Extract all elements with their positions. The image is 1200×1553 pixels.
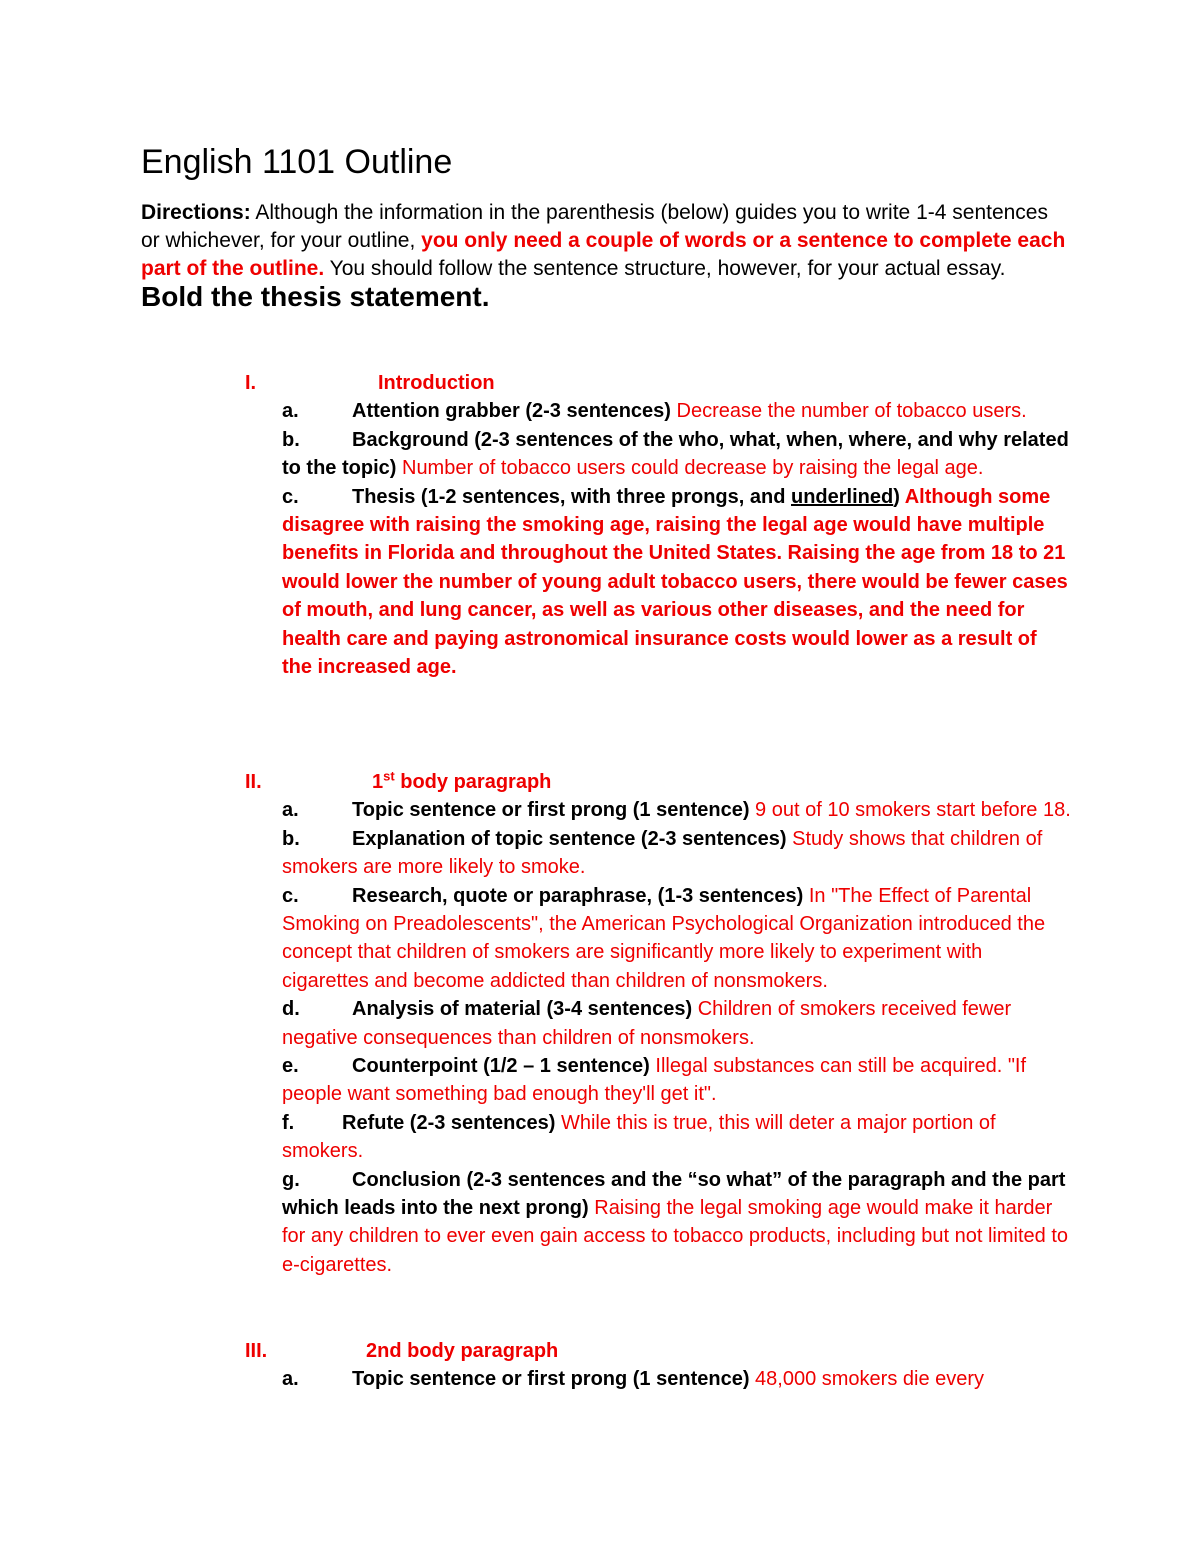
item-answer: Children of smokers received fewer negative consequences than children of nonsmokers.	[282, 998, 1012, 1049]
item-answer: Raising the legal smoking age would make it harder for any children to ever even gain access to tobacco products, including but not limited to e-cigarettes.	[282, 1197, 1069, 1276]
section-second-body-paragraph	[0, 1337, 1200, 1394]
item-letter: e.	[282, 1055, 299, 1078]
item-letter: a.	[282, 400, 299, 423]
item-answer: 48,000 smokers die every	[749, 1368, 985, 1391]
section-numeral: II.	[245, 771, 262, 793]
bold-thesis-note: Bold the thesis statement.	[141, 281, 490, 312]
item-answer: In "The Effect of Parental Smoking on Preadolescents", the American Psychological Organization introduced the concept that children of smokers are significantly more likely to experiment with cigarettes and become addicted than children of nonsmokers.	[282, 884, 1046, 992]
section-heading	[0, 1337, 1200, 1365]
item-label: Background (2-3 sentences of the who, what, when, where, and why related to the topic)	[282, 428, 1069, 480]
outline-item	[282, 995, 1072, 1052]
outline-item	[282, 1166, 1072, 1280]
item-letter: d.	[282, 998, 300, 1021]
directions-punct: .	[318, 257, 325, 280]
outline-item	[282, 796, 1072, 824]
item-letter: a.	[282, 1368, 299, 1391]
directions-emphasis: you only need a couple of words or a sentence to complete each part of the outline	[141, 229, 1066, 280]
item-answer: While this is true, this will deter a major portion of smokers.	[282, 1111, 996, 1163]
item-letter: c.	[282, 884, 299, 907]
item-letter: g.	[282, 1168, 300, 1191]
outline-item	[282, 1365, 1072, 1393]
item-label: Research, quote or paraphrase, (1-3 sentences)	[352, 884, 804, 907]
item-letter: c.	[282, 485, 299, 508]
item-label: Counterpoint (1/2 – 1 sentence)	[352, 1055, 650, 1078]
section-numeral: I.	[245, 372, 257, 394]
item-letter: b.	[282, 827, 300, 850]
section-heading	[0, 369, 1200, 397]
outline-item	[282, 882, 1072, 996]
item-label: Attention grabber (2-3 sentences)	[352, 400, 671, 423]
section-numeral: III.	[245, 1340, 268, 1362]
item-answer: Number of tobacco users could decrease by raising the legal age.	[396, 457, 984, 480]
item-label-end: )	[893, 485, 900, 508]
section-title: 2nd body paragraph	[366, 1340, 559, 1362]
item-letter: f.	[282, 1111, 295, 1134]
item-answer: 9 out of 10 smokers start before 18.	[749, 799, 1071, 822]
item-label: Explanation of topic sentence (2-3 sentences)	[352, 827, 787, 850]
directions-paragraph	[141, 199, 1071, 314]
item-label: Conclusion (2-3 sentences and the “so what” of the paragraph and the part which leads into the next prong)	[282, 1168, 1066, 1220]
section-title: 1st body paragraph	[372, 768, 552, 793]
outline-item	[282, 825, 1072, 882]
outline-item	[282, 426, 1072, 483]
section-title: Introduction	[378, 372, 495, 394]
item-answer: Illegal substances can still be acquired. "If people want something bad enough they'll get it".	[282, 1055, 1027, 1106]
item-answer: Study shows that children of smokers are more likely to smoke.	[282, 827, 1043, 879]
section-first-body-paragraph	[0, 768, 1200, 1279]
item-label: Refute (2-3 sentences)	[342, 1111, 556, 1134]
item-label: Topic sentence or first prong (1 sentence)	[352, 799, 750, 822]
item-letter: b.	[282, 428, 300, 451]
directions-text: Although the information in the parenthesis (below) guides you to write 1-4 sentences or whichever, for your outline,	[141, 201, 1048, 252]
outline-item	[282, 1109, 1072, 1166]
item-label: Topic sentence or first prong (1 sentence)	[352, 1368, 750, 1391]
item-label-underlined: underlined	[791, 485, 894, 508]
outline-item-thesis	[282, 483, 1072, 682]
item-answer: Decrease the number of tobacco users.	[670, 400, 1027, 423]
document-title: English 1101 Outline	[141, 143, 453, 181]
directions-text-2: You should follow the sentence structure, however, for your actual essay.	[324, 257, 1006, 280]
item-letter: a.	[282, 799, 299, 822]
thesis-statement: Although some disagree with raising the smoking age, raising the legal age would have multiple benefits in Florida and throughout the United States. Raising the age from 18 to 21 would lower the number of young adult tobacco users, there would be fewer cases of mouth, and lung cancer, as well as various other diseases, and the need for health care and paying astronomical insurance costs would lower as a result of the increased age.	[282, 485, 1068, 679]
outline-item	[282, 397, 1072, 425]
section-introduction	[0, 369, 1200, 681]
outline-item	[282, 1052, 1072, 1109]
directions-label: Directions:	[141, 201, 251, 224]
section-heading	[0, 768, 1200, 796]
item-label: Thesis (1-2 sentences, with three prongs, and	[352, 485, 791, 508]
item-label: Analysis of material (3-4 sentences)	[352, 998, 693, 1021]
